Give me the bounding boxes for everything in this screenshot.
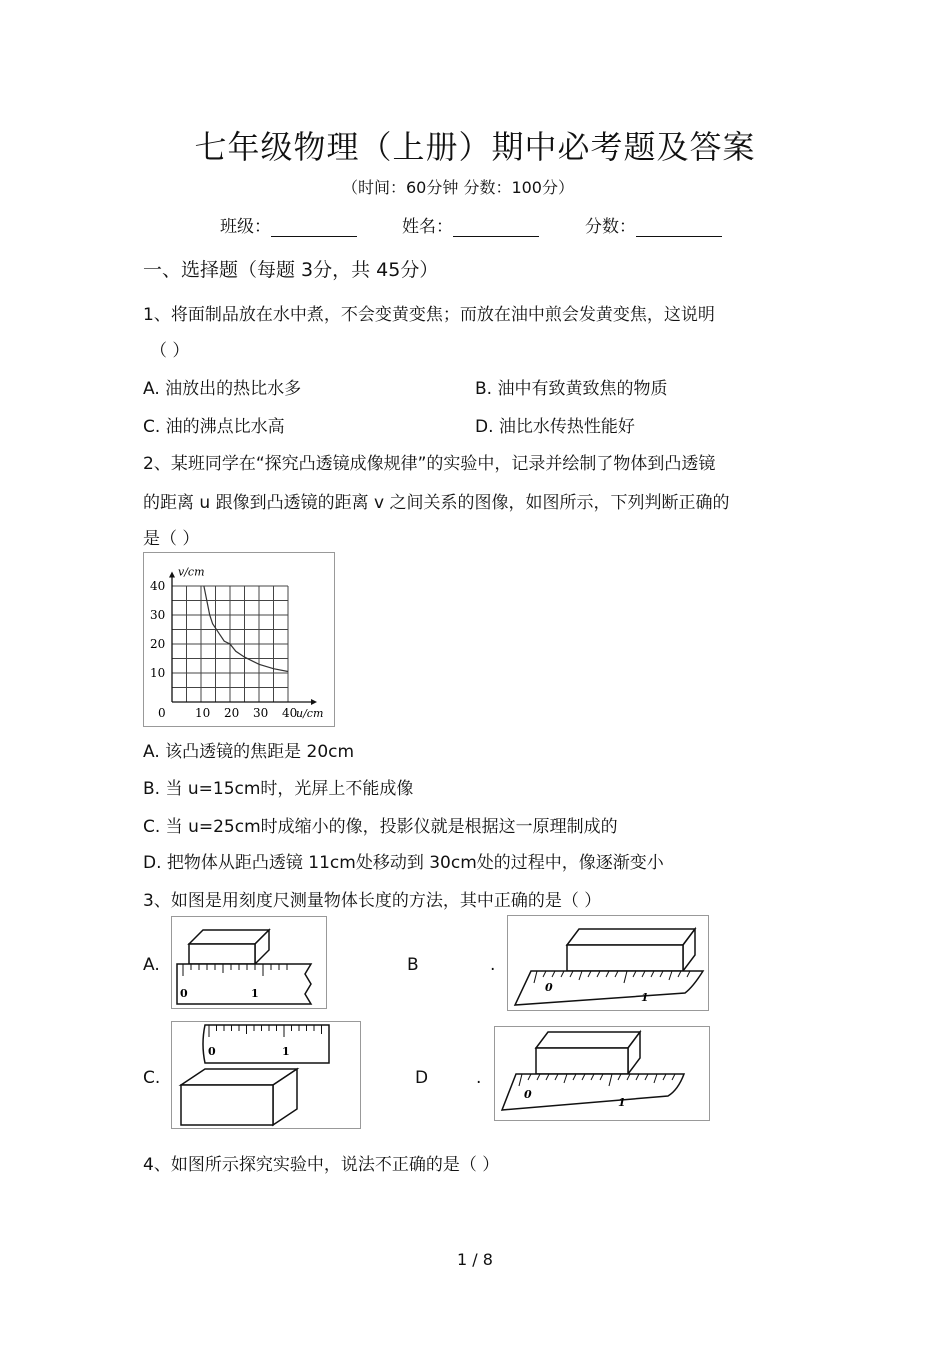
class-blank (271, 218, 357, 237)
y-tick-label: 20 (150, 637, 166, 651)
ruler-figure-a (171, 916, 327, 1009)
x-axis-label: u/cm (296, 707, 324, 720)
q2-option-a: A. 该凸透镜的焦距是 20cm (143, 742, 355, 762)
q3-stem: 3、如图是用刻度尺测量物体长度的方法，其中正确的是（ ） (143, 891, 602, 911)
q2-line1: 2、某班同学在“探究凸透镜成像规律”的实验中，记录并绘制了物体到凸透镜 (143, 454, 716, 474)
section-heading: 一、选择题（每题 3分，共 45分） (143, 259, 439, 281)
ruler-label-1: 1 (618, 1096, 626, 1109)
y-tick-label: 10 (150, 666, 166, 680)
x-tick-label: 30 (253, 706, 269, 720)
lens-chart (143, 552, 335, 727)
score-blank (636, 218, 722, 237)
exam-subtitle: （时间：60分钟 分数：100分） (342, 178, 574, 197)
name-field (402, 212, 539, 237)
q1-paren: （ ） (150, 341, 190, 361)
block-top (567, 929, 695, 945)
block-front (181, 1085, 273, 1125)
class-field (220, 212, 357, 237)
q3-label-c: C. (143, 1068, 161, 1088)
ruler-label-0: 0 (524, 1088, 532, 1101)
page-number: 1 / 8 (457, 1250, 493, 1269)
y-tick-label: 30 (150, 608, 166, 622)
q3-label-b: B (407, 955, 419, 975)
block-top (536, 1032, 640, 1048)
q3-label-d: D (415, 1068, 429, 1088)
q3-label-d-dot: . (476, 1068, 482, 1088)
q2-option-b: B. 当 u=15cm时，光屏上不能成像 (143, 779, 414, 799)
block-front (189, 944, 255, 964)
ruler-label-0: 0 (545, 981, 553, 994)
block-front (567, 945, 683, 971)
q1-stem: 1、将面制品放在水中煮，不会变黄变焦；而放在油中煎会发黄变焦，这说明 (143, 305, 715, 325)
ruler-label-0: 0 (180, 987, 188, 1000)
score-field (585, 212, 722, 237)
ruler-label-1: 1 (282, 1045, 290, 1058)
q2-line3: 是（ ） (143, 529, 200, 549)
q3-label-a: A. (143, 955, 160, 975)
q2-option-c: C. 当 u=25cm时成缩小的像，投影仪就是根据这一原理制成的 (143, 817, 618, 837)
class-label: 班级： (220, 217, 271, 237)
q1-option-d: D. 油比水传热性能好 (475, 417, 635, 437)
x-tick-label: 10 (195, 706, 211, 720)
ruler-body (203, 1025, 329, 1063)
q3-label-b-dot: . (490, 955, 496, 975)
x-tick-label: 0 (158, 706, 166, 720)
name-label: 姓名： (402, 217, 453, 237)
q1-option-c: C. 油的沸点比水高 (143, 417, 285, 437)
block-front (536, 1048, 628, 1074)
name-blank (453, 218, 539, 237)
score-label: 分数： (585, 217, 636, 237)
q2-option-d: D. 把物体从距凸透镜 11cm处移动到 30cm处的过程中，像逐渐变小 (143, 853, 664, 873)
y-axis-label: v/cm (178, 565, 205, 579)
q1-option-b: B. 油中有致黄致焦的物质 (475, 379, 668, 399)
ruler-figure-d (494, 1026, 710, 1121)
q1-option-a: A. 油放出的热比水多 (143, 379, 302, 399)
q4-stem: 4、如图所示探究实验中，说法不正确的是（ ） (143, 1155, 500, 1175)
ruler-figure-b (507, 915, 709, 1011)
ruler-body (177, 964, 311, 1004)
ruler-label-1: 1 (641, 991, 649, 1004)
x-tick-label: 40 (282, 706, 298, 720)
ruler-label-1: 1 (251, 987, 259, 1000)
page-title: 七年级物理（上册）期中必考题及答案 (194, 128, 756, 166)
x-tick-label: 20 (224, 706, 240, 720)
y-tick-label: 40 (150, 579, 166, 593)
ruler-label-0: 0 (208, 1045, 216, 1058)
q2-line2: 的距离 u 跟像到凸透镜的距离 v 之间关系的图像，如图所示，下列判断正确的 (143, 493, 730, 513)
ruler-figure-c (171, 1021, 361, 1129)
